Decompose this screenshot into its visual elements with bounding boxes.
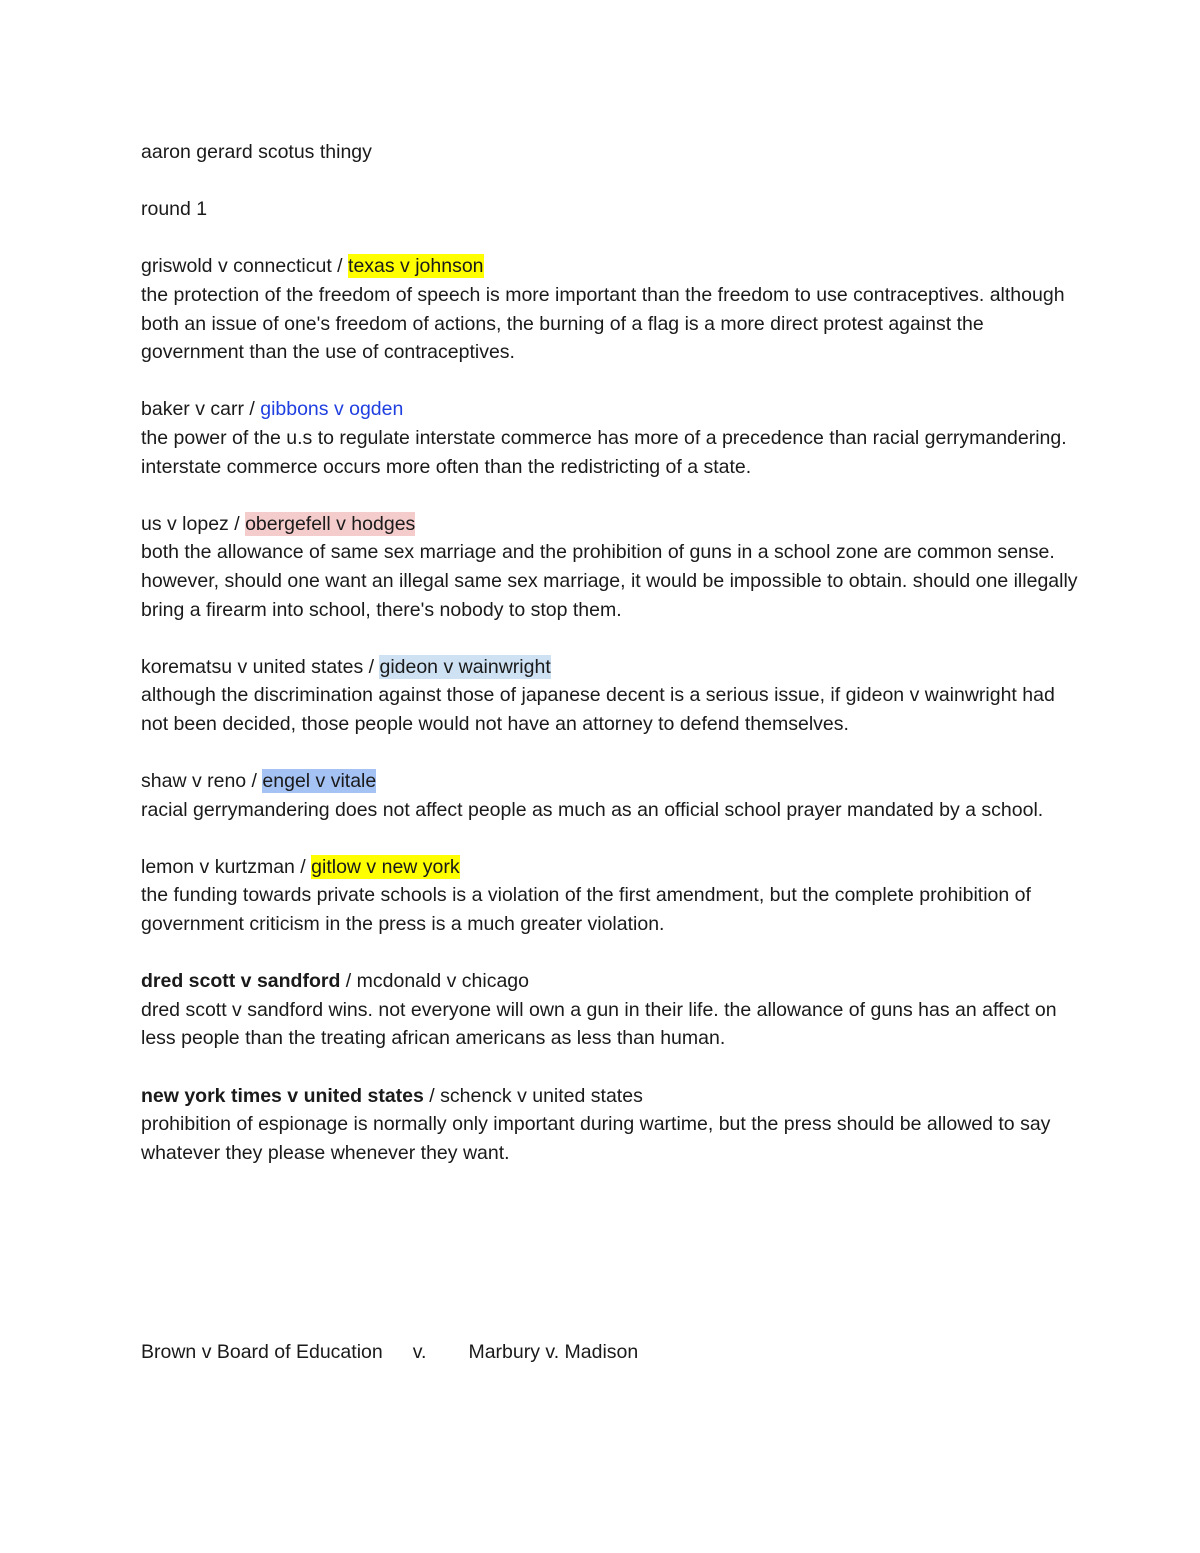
separator: / (363, 655, 380, 678)
case-left-bold: dred scott v sandford (141, 970, 341, 993)
case-right-blue: gibbons v ogden (260, 398, 404, 421)
separator: / (294, 855, 312, 878)
separator: / (340, 970, 357, 993)
case-left-bold: new york times v united states (141, 1084, 424, 1107)
final-versus: v. (412, 1341, 427, 1363)
separator: / (243, 398, 261, 421)
matchup-reasoning: racial gerrymandering does not affect people as much as an official school prayer mandated by a school. (141, 798, 1044, 821)
case-right: schenck v united states (440, 1084, 643, 1107)
separator: / (246, 770, 263, 793)
separator: / (331, 255, 349, 278)
separator: / (228, 512, 246, 535)
case-left: baker v carr (141, 398, 244, 421)
matchup-reasoning: prohibition of espionage is normally only important during wartime, but the press should be allowed to say whatever they please whenever they want. (141, 1113, 1051, 1164)
matchup-heading (141, 252, 1081, 281)
case-right-highlighted: texas v johnson (348, 255, 484, 278)
case-right-highlighted: obergefell v hodges (245, 512, 416, 535)
case-right-highlighted: gideon v wainwright (379, 655, 551, 678)
final-case-left: Brown v Board of Education (141, 1341, 383, 1363)
matchup-heading (141, 653, 1081, 682)
case-right: mcdonald v chicago (356, 970, 529, 993)
matchup-heading (141, 767, 1081, 796)
case-left: shaw v reno (141, 770, 247, 793)
matchup-heading (141, 395, 1081, 424)
matchup-heading (141, 967, 1081, 996)
matchup-reasoning: dred scott v sandford wins. not everyone will own a gun in their life. the allowance of guns has an affect on less people than the treating african americans as less than human. (141, 998, 1057, 1050)
case-left: griswold v connecticut (141, 255, 332, 278)
case-right-highlighted: engel v vitale (262, 770, 377, 793)
final-case-right: Marbury v. Madison (468, 1341, 639, 1363)
document-title: aaron gerard scotus thingy (141, 141, 372, 163)
matchup-reasoning: both the allowance of same sex marriage and the prohibition of guns in a school zone are common sense. however, should one want an illegal same sex marriage, it would be impossible to obtain. should one illegally bring a firearm into school, there's nobody to stop them. (141, 541, 1078, 621)
matchup-heading (141, 853, 1081, 882)
matchup-reasoning: although the discrimination against those of japanese decent is a serious issue, if gideon v wainwright had not been decided, those people would not have an attorney to defend themselves. (141, 684, 1055, 735)
case-left: us v lopez (141, 512, 229, 535)
case-left: korematsu v united states (141, 655, 364, 678)
matchup-reasoning: the funding towards private schools is a violation of the first amendment, but the complete prohibition of government criticism in the press is a much greater violation. (141, 884, 1031, 936)
final-matchup (141, 1338, 638, 1367)
separator: / (423, 1084, 441, 1107)
case-left: lemon v kurtzman (141, 855, 295, 878)
matchup-heading (141, 1082, 1081, 1111)
matchup-reasoning: the protection of the freedom of speech is more important than the freedom to use contraceptives. although both an issue of one's freedom of actions, the burning of a flag is a more direct protest against the government than the use of contraceptives. (141, 283, 1065, 364)
matchup-heading (141, 510, 1081, 539)
round-heading: round 1 (141, 198, 208, 221)
document-body (141, 138, 1081, 1167)
case-right-highlighted: gitlow v new york (311, 855, 460, 878)
matchup-reasoning: the power of the u.s to regulate interstate commerce has more of a precedence than racial gerrymandering. interstate commerce occurs more often than the redistricting of a state. (141, 426, 1067, 478)
